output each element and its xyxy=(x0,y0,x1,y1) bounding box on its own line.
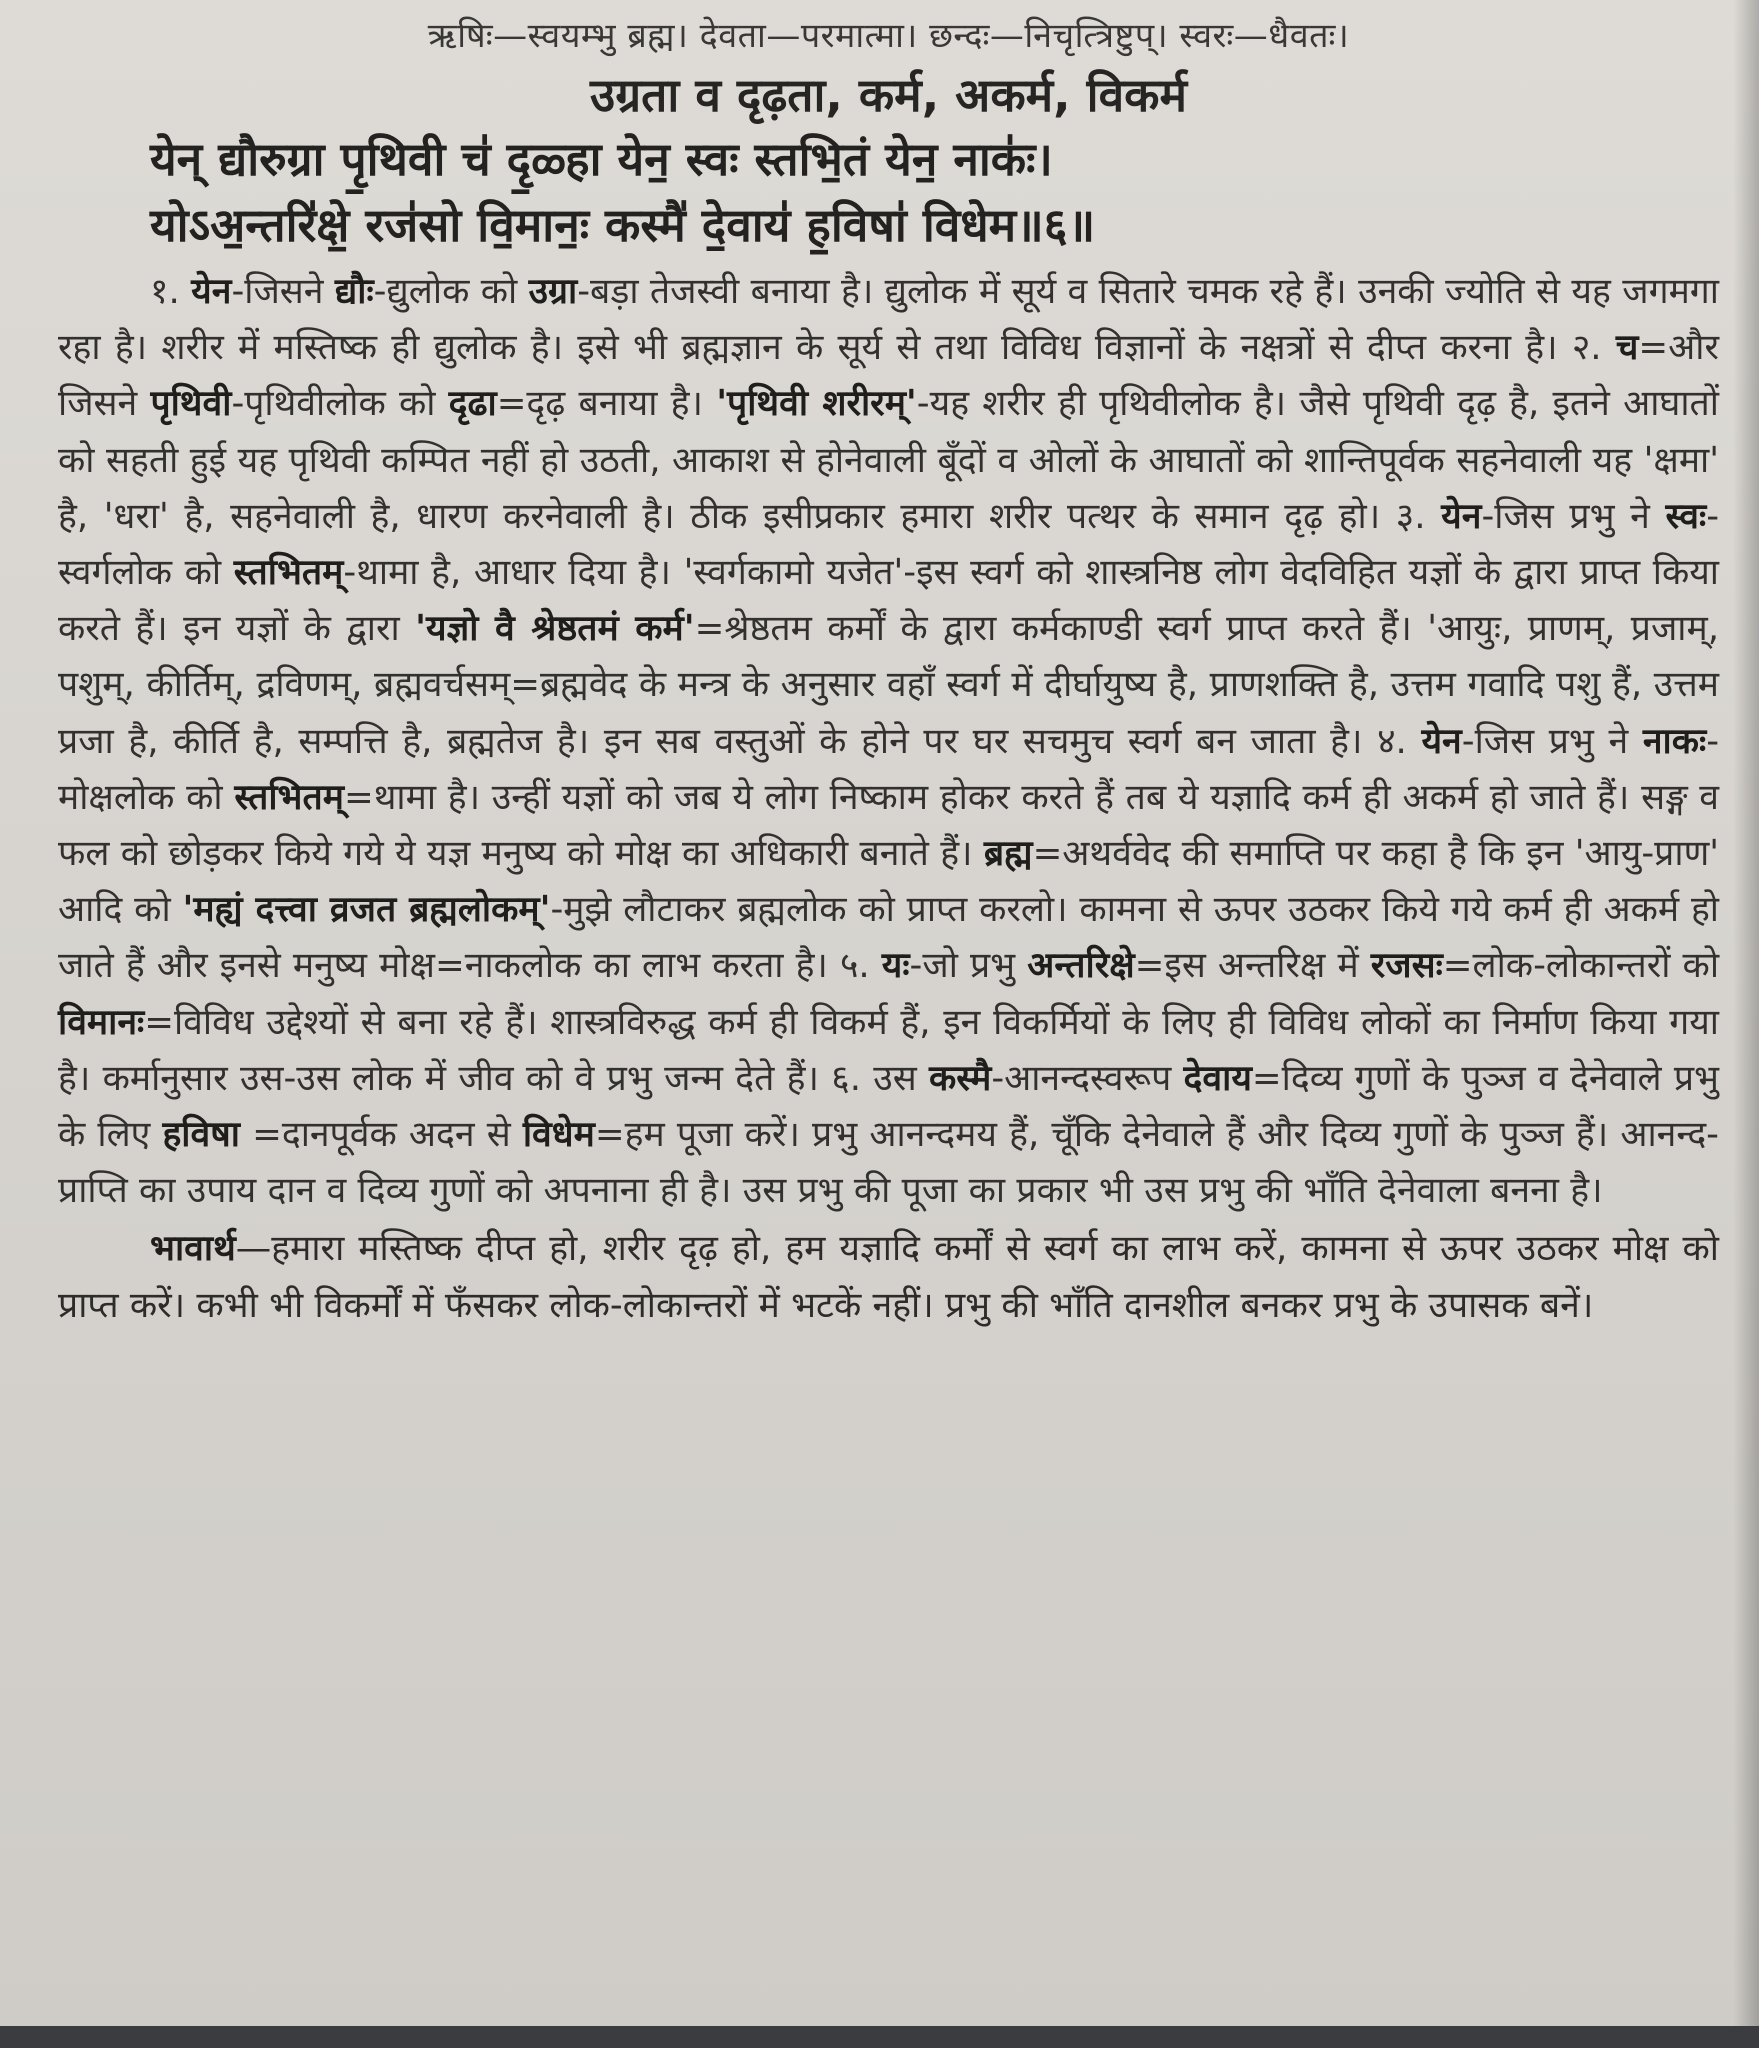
bold-term: यः xyxy=(881,945,910,987)
body-text-run: =और जिसने xyxy=(58,327,1719,425)
body-text-run: =विविध उद्देश्यों से बना रहे हैं। शास्त्रविरुद्ध कर्म ही विकर्म हैं, इन विकर्मियों के लिए ही विविध लोकों का निर्माण किया गया है। कर्मानुसार उस-उस लोक में जीव को वे प्रभु जन्म देते हैं। ६. उस xyxy=(58,1001,1719,1099)
body-text-run: =इस अन्तरिक्ष में xyxy=(1134,945,1371,987)
bold-term: स्तभितम् xyxy=(234,776,344,818)
body-text-run: =दानपूर्वक अदन से xyxy=(239,1114,523,1156)
bold-term: अन्तरिक्षे xyxy=(1027,945,1135,987)
body-text-run: -आनन्दस्वरूप xyxy=(991,1057,1184,1099)
bold-term: 'पृथिवी शरीरम्' xyxy=(716,383,917,425)
bottom-dark-strip xyxy=(0,2026,1759,2048)
bhavarth-text: —हमारा मस्तिष्क दीप्त हो, शरीर दृढ़ हो, हम यज्ञादि कर्मों से स्वर्ग का लाभ करें, कामना से ऊपर उठकर मोक्ष को प्राप्त करें। कभी भी विकर्मों में फँसकर लोक-लोकान्तरों में भटकें नहीं। प्रभु की भाँति दानशील बनकर प्रभु के उपासक बनें। xyxy=(58,1228,1719,1326)
body-text-run: -जिस प्रभु ने xyxy=(1481,495,1666,537)
bhavarth-label: भावार्थ xyxy=(150,1228,236,1270)
bold-term: ब्रह्म xyxy=(983,833,1033,875)
body-text-run: -यह शरीर ही पृथिवीलोक है। जैसे पृथिवी दृढ़ है, इतने आघातों को सहती हुई यह पृथिवी कम्पित नहीं हो उठती, आकाश से होनेवाली बूँदों व ओलों के आघातों को शान्तिपूर्वक सहनेवाली यह 'क्षमा' है, 'धरा' है, सहनेवाली है, धारण करनेवाली है। ठीक इसीप्रकार हमारा शरीर पत्थर के समान दृढ़ हो। ३. xyxy=(58,383,1719,537)
commentary-body xyxy=(58,264,1719,1219)
bold-term: स्वः xyxy=(1665,495,1707,537)
bold-term: येन xyxy=(1421,720,1462,762)
body-text-run: -जो प्रभु xyxy=(909,945,1028,987)
body-text-run: १. xyxy=(150,271,192,312)
body-text-run: =दृढ़ बनाया है। xyxy=(496,383,717,425)
bold-term: कस्मै xyxy=(929,1057,992,1099)
bold-term: च xyxy=(1615,327,1639,369)
body-text-run: =लोक-लोकान्तरों को xyxy=(1442,945,1720,987)
bold-term: पृथिवी xyxy=(150,383,232,425)
bold-term: 'मह्यं दत्त्वा व्रजत ब्रह्मलोकम्' xyxy=(182,889,551,931)
body-text-run: =हम पूजा करें। प्रभु आनन्दमय हैं, चूँकि देनेवाले हैं और दिव्य गुणों के पुञ्ज हैं। आनन्द-प्राप्ति का उपाय दान व दिव्य गुणों को अपनाना ही है। उस प्रभु की पूजा का प्रकार भी उस प्रभु की भाँति देनेवाला बनना है। xyxy=(58,1114,1719,1212)
mantra-line-2: योऽअ॒न्तरि॑क्षे॒ रज॑सो वि॒मानः॒ कस्मै॑ दे॒वाय॑ ह॒विषा॑ विधेम॥६॥ xyxy=(150,198,1096,252)
body-text-run: =दिव्य गुणों के पुञ्ज व देनेवाले प्रभु के लिए xyxy=(58,1057,1719,1156)
bhavarth-section xyxy=(58,1221,1719,1333)
bold-term: येन xyxy=(191,271,232,312)
bold-term: 'यज्ञो वै श्रेष्ठतमं कर्म' xyxy=(415,608,695,650)
bold-term: उग्रा xyxy=(528,271,578,312)
bold-term: देवाय xyxy=(1183,1057,1252,1099)
bold-term: विधेम xyxy=(522,1114,595,1156)
bold-term: विमानः xyxy=(58,1001,145,1043)
bold-term: येन xyxy=(1441,495,1482,537)
body-text-run: -मोक्षलोक को xyxy=(58,720,1720,818)
bold-term: द्यौः xyxy=(334,271,374,312)
page-edge-shadow xyxy=(1733,0,1759,2048)
body-text-run: -जिसने xyxy=(231,271,335,312)
body-text-run: -जिस प्रभु ने xyxy=(1461,720,1643,762)
body-text-run: -स्वर्गलोक को xyxy=(58,495,1719,594)
bold-term: दृढा xyxy=(448,383,497,425)
bold-term: नाकः xyxy=(1642,720,1707,762)
body-text-run: =थामा है। उन्हीं यज्ञों को जब ये लोग निष्काम होकर करते हैं तब ये यज्ञादि कर्म ही अकर्म हो जाते हैं। सङ्ग व फल को छोड़कर किये गये ये यज्ञ मनुष्य को मोक्ष का अधिकारी बनाते हैं। xyxy=(58,776,1719,875)
body-text-run: -थामा है, आधार दिया है। 'स्वर्गकामो यजेत'-इस स्वर्ग को शास्त्रनिष्ठ लोग वेदविहित यज्ञों के द्वारा प्राप्त किया करते हैं। इन यज्ञों के द्वारा xyxy=(58,552,1719,650)
bold-term: रजसः xyxy=(1370,945,1443,987)
body-text-run: -बड़ा तेजस्वी बनाया है। द्युलोक में सूर्य व सितारे चमक रहे हैं। उनकी ज्योति से यह जगमगा रहा है। शरीर में मस्तिष्क ही द्युलोक है। इसे भी ब्रह्मज्ञान के सूर्य से तथा विविध विज्ञानों के नक्षत्रों से दीप्त करना है। २. xyxy=(58,271,1719,369)
commentary-paragraph xyxy=(58,264,1719,1219)
bold-term: हविषा xyxy=(162,1114,240,1156)
body-text-run: -द्युलोक को xyxy=(373,271,529,312)
body-text-run: =अथर्ववेद की समाप्ति पर कहा है कि इन 'आयु-प्राण' आदि को xyxy=(58,833,1719,931)
body-text-run: -मुझे लौटाकर ब्रह्मलोक को प्राप्त करलो। कामना से ऊपर उठकर किये गये कर्म ही अकर्म हो जाते हैं और इनसे मनुष्य मोक्ष=नाकलोक का लाभ करता है। ५. xyxy=(58,889,1720,987)
body-text-run: =श्रेष्ठतम कर्मों के द्वारा कर्मकाण्डी स्वर्ग प्राप्त करते हैं। 'आयुः, प्राणम्, प्रजाम्, पशुम्, कीर्तिम्, द्रविणम्, ब्रह्मवर्चसम्=ब्रह्मवेद के मन्त्र के अनुसार वहाँ स्वर्ग में दीर्घायुष्य है, प्राणशक्ति है, उत्तम गवादि पशु हैं, उत्तम प्रजा है, कीर्ति है, सम्पत्ति है, ब्रह्मतेज है। इन सब वस्तुओं के होने पर घर सचमुच स्वर्ग बन जाता है। ४. xyxy=(58,608,1720,762)
bold-term: स्तभितम् xyxy=(233,552,344,594)
mantra-metadata-line: ऋषिः—स्वयम्भु ब्रह्म। देवता—परमात्मा। छन्दः—निचृत्त्रिष्टुप्। स्वरः—धैवतः। xyxy=(427,16,1350,56)
body-text-run: -पृथिवीलोक को xyxy=(231,383,449,425)
section-heading: उग्रता व दृढ़ता, कर्म, अकर्म, विकर्म xyxy=(590,68,1187,122)
mantra-line-1: येन् द्यौरुग्रा पृ॒थिवी च॑ दृ॒ळ्हा येन॒ स्वः स्तभि॒तं येन॒ नाकः॑। xyxy=(150,132,1053,186)
